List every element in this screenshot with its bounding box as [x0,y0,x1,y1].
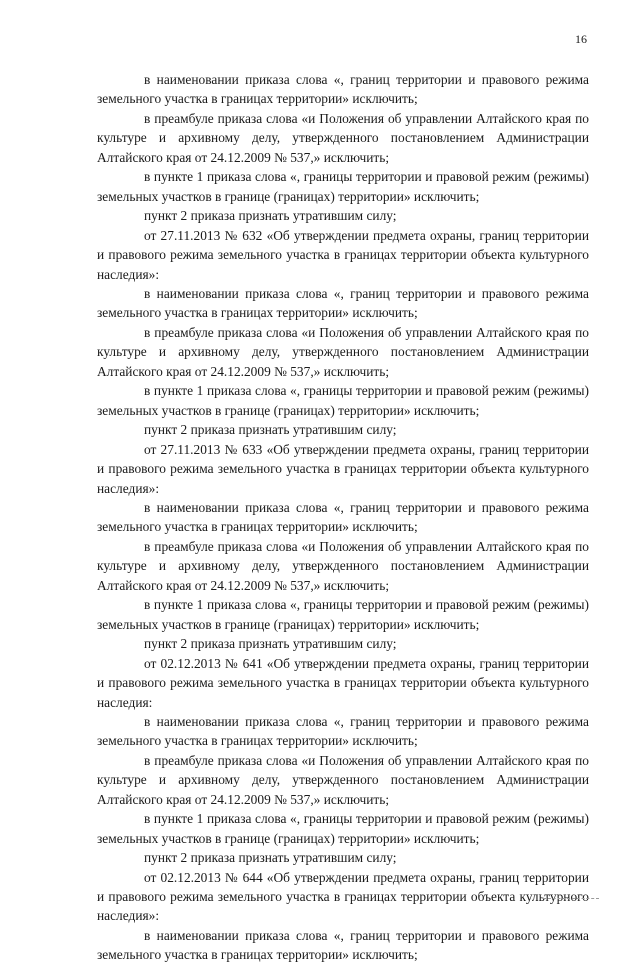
paragraph: в преамбуле приказа слова «и Положения об управлении Алтайского края по культуре и архивному делу, утвержденного постановлением Администрации Алтайского края от 24.12.2009 № 537,» исключить; [97,538,589,593]
paragraph: в преамбуле приказа слова «и Положения об управлении Алтайского края по культуре и архивному делу, утвержденного постановлением Администрации Алтайского края от 24.12.2009 № 537,» исключить; [97,752,589,807]
paragraph: от 02.12.2013 № 644 «Об утверждении предмета охраны, границ территории и правового режима земельного участка в границах территории объекта культурного наследия»: [97,869,589,924]
paragraph: в наименовании приказа слова «, границ территории и правового режима земельного участка в границах территории» исключить; [97,499,589,535]
paragraph: от 27.11.2013 № 633 «Об утверждении предмета охраны, границ территории и правового режима земельного участка в границах территории объекта культурного наследия»: [97,441,589,496]
paragraph: в пункте 1 приказа слова «, границы территории и правовой режим (режимы) земельных участков в границе (границах) территории» исключить; [97,169,589,204]
paragraph: в наименовании приказа слова «, границ территории и правового режима земельного участка в границах территории» исключить; [97,927,589,963]
paragraph: от 02.12.2013 № 641 «Об утверждении предмета охраны, границ территории и правового режима земельного участка в границах территории объекта культурного наследия: [97,655,589,710]
paragraph: пункт 2 приказа признать утратившим силу; [144,636,397,652]
document-body [97,70,589,965]
paragraph: в наименовании приказа слова «, границ территории и правового режима земельного участка в границах территории» исключить; [97,285,589,321]
paragraph: в пункте 1 приказа слова «, границы территории и правовой режим (режимы) земельных участков в границе (границах) территории» исключить; [97,383,589,418]
paragraph: в преамбуле приказа слова «и Положения об управлении Алтайского края по культуре и архивному делу, утвержденного постановлением Администрации Алтайского края от 24.12.2009 № 537,» исключить; [97,110,589,165]
paragraph: в преамбуле приказа слова «и Положения об управлении Алтайского края по культуре и архивному делу, утвержденного постановлением Администрации Алтайского края от 24.12.2009 № 537,» исключить; [97,324,589,379]
paragraph: пункт 2 приказа признать утратившим силу; [144,850,397,866]
paragraph: в пункте 1 приказа слова «, границы территории и правовой режим (режимы) земельных участков в границе (границах) территории» исключить; [97,597,589,632]
paragraph: от 27.11.2013 № 632 «Об утверждении предмета охраны, границ территории и правового режима земельного участка в границах территории объекта культурного наследия»: [97,227,589,282]
paragraph: в наименовании приказа слова «, границ территории и правового режима земельного участка в границах территории» исключить; [97,72,589,107]
paragraph: в наименовании приказа слова «, границ территории и правового режима земельного участка в границах территории» исключить; [97,713,589,749]
paragraph: в пункте 1 приказа слова «, границы территории и правовой режим (режимы) земельных участков в границе (границах) территории» исключить; [97,811,589,846]
paragraph: пункт 2 приказа признать утратившим силу; [144,208,397,224]
paragraph: пункт 2 приказа признать утратившим силу; [144,422,397,438]
scan-edge-mark [543,898,599,900]
page-number: 16 [575,32,587,46]
